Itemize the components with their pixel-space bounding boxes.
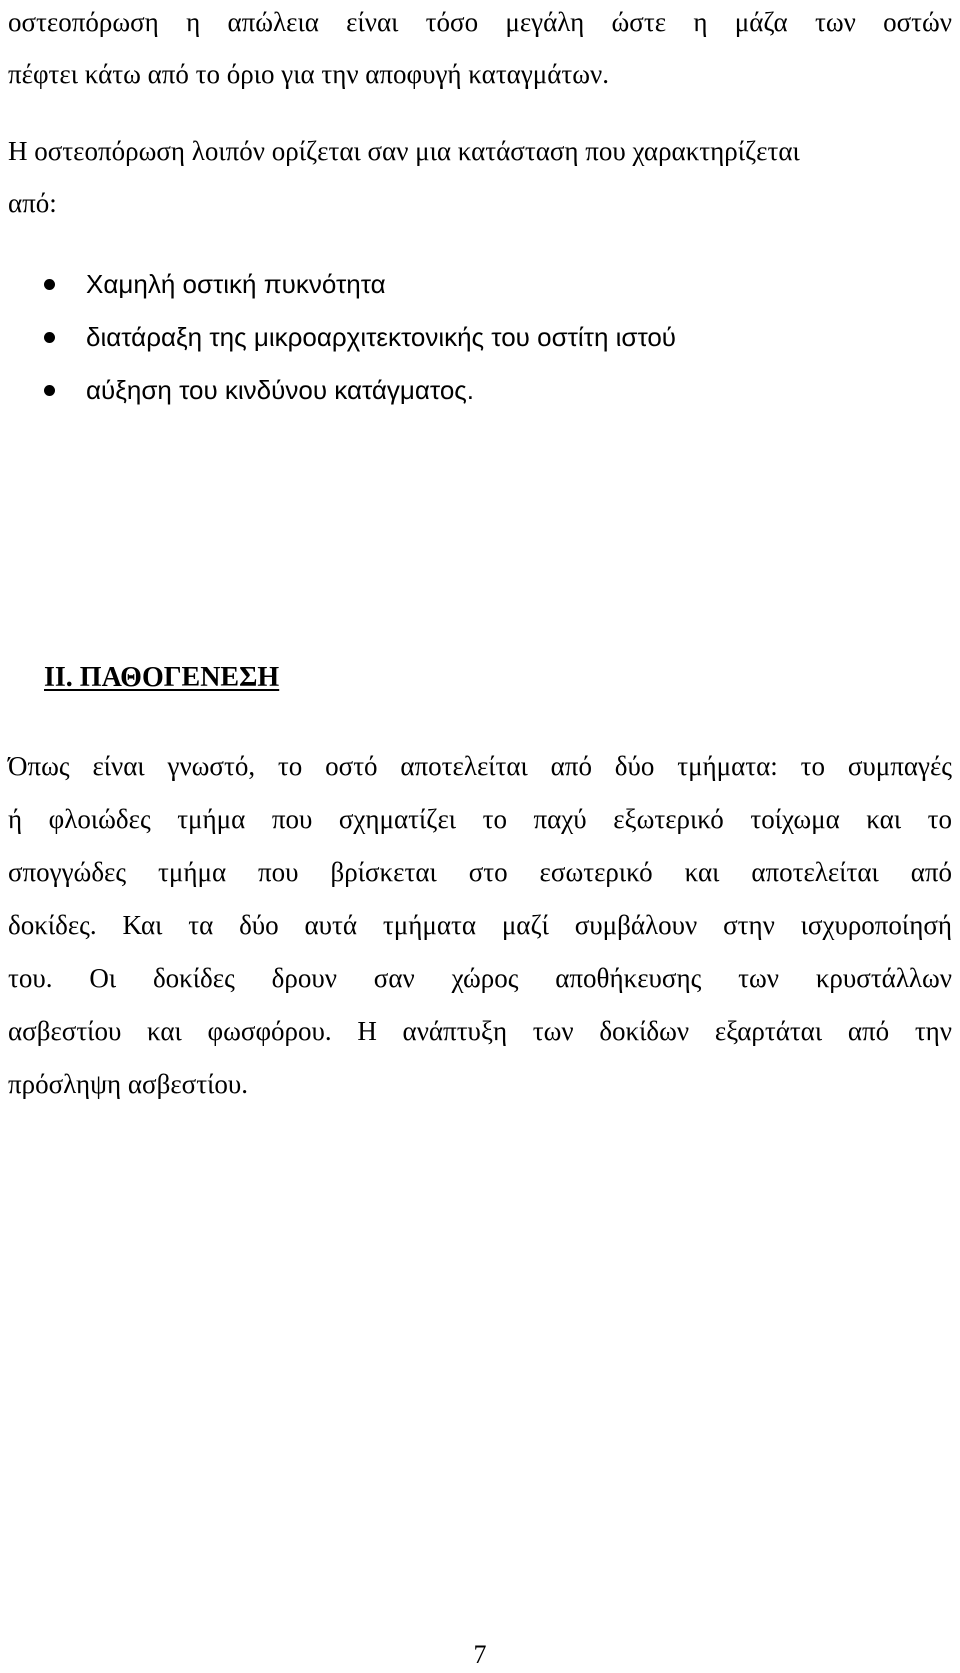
section-line-7: πρόσληψη ασβεστίου. (8, 1069, 248, 1099)
intro-line-2: πέφτει κάτω από το όριο για την αποφυγή καταγμάτων. (8, 59, 609, 89)
list-item-text: αύξηση του κινδύνου κατάγματος. (86, 375, 475, 405)
intro-line-3: Η οστεοπόρωση λοιπόν ορίζεται σαν μια κατάσταση που χαρακτηρίζεται (8, 136, 800, 166)
section-line-5: του. Οι δοκίδες δρουν σαν χώρος αποθήκευσης των κρυστάλλων (8, 963, 952, 993)
intro-line-1: οστεοπόρωση η απώλεια είναι τόσο μεγάλη ώστε η μάζα των οστών (8, 7, 952, 37)
list-item-text: διατάραξη της μικροαρχιτεκτονικής του οστίτη ιστού (86, 322, 677, 352)
section-line-6: ασβεστίου και φωσφόρου. Η ανάπτυξη των δοκίδων εξαρτάται από την (8, 1016, 952, 1046)
bullet-icon (44, 279, 55, 290)
intro-line-4: από: (8, 188, 57, 218)
bullet-icon (44, 385, 55, 396)
section-line-4: δοκίδες. Και τα δύο αυτά τμήματα μαζί συμβάλουν στην ισχυροποίησή (8, 910, 952, 940)
section-line-2: ή φλοιώδες τμήμα που σχηματίζει το παχύ εξωτερικό τοίχωμα και το (8, 804, 952, 834)
bullet-icon (44, 332, 55, 343)
section-line-3: σπογγώδες τμήμα που βρίσκεται στο εσωτερικό και αποτελείται από (8, 857, 952, 887)
section-line-1: Όπως είναι γνωστό, το οστό αποτελείται από δύο τμήματα: το συμπαγές (8, 751, 952, 781)
section-heading: ΙΙ. ΠΑΘΟΓΕΝΕΣΗ (44, 662, 280, 693)
page-number: 7 (473, 1640, 487, 1669)
list-item-text: Χαμηλή οστική πυκνότητα (86, 269, 386, 299)
